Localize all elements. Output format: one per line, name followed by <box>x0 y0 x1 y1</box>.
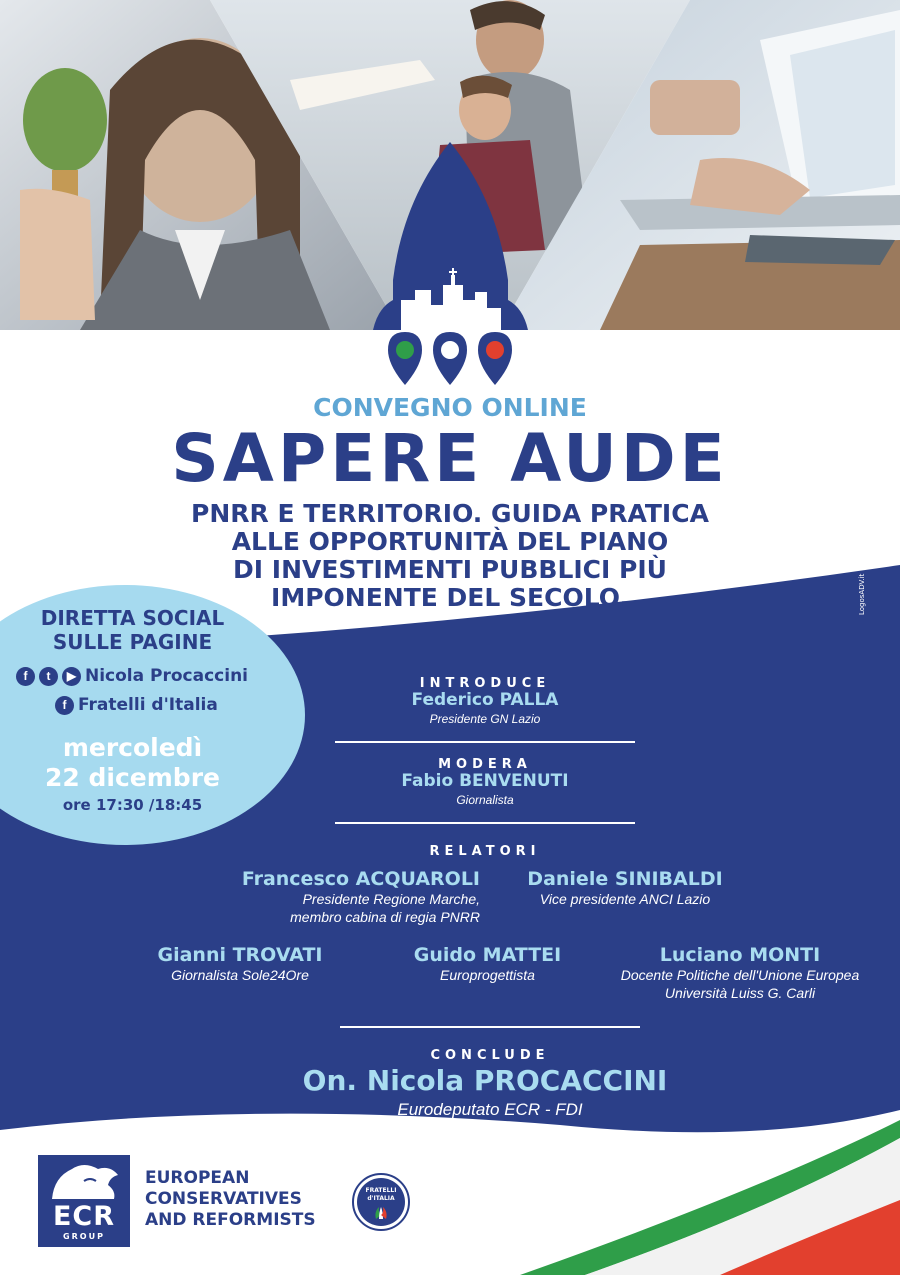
design-credit: LogosADV.it <box>858 573 866 615</box>
live-heading-line: SULLE PAGINE <box>52 630 213 654</box>
modera-role: Giornalista <box>456 793 514 807</box>
social-page-name[interactable]: Fratelli d'Italia <box>78 695 218 715</box>
map-pin-icon <box>433 332 467 385</box>
speaker-role: Giornalista Sole24Ore <box>171 967 309 983</box>
social-pages-row-1 <box>16 666 276 686</box>
ecr-letters: ECR <box>52 1201 116 1232</box>
ecr-wordmark-line: EUROPEAN <box>145 1168 250 1188</box>
introduce-role: Presidente GN Lazio <box>429 712 541 726</box>
flame-icon <box>374 1206 388 1220</box>
speaker-role: Docente Politiche dell'Unione Europea <box>620 967 860 983</box>
event-title: SAPERE AUDE <box>171 420 729 497</box>
ecr-wordmark-line: CONSERVATIVES <box>145 1189 302 1209</box>
event-date <box>0 733 265 793</box>
speaker <box>140 868 480 926</box>
fdi-logo-line: FRATELLI <box>365 1187 397 1194</box>
live-heading <box>0 606 265 654</box>
speaker-name: Guido MATTEI <box>413 944 562 966</box>
speaker-name: Francesco ACQUAROLI <box>241 868 480 890</box>
ecr-logo <box>38 1155 130 1247</box>
social-pages-row-2 <box>55 695 275 715</box>
subtitle-line: ALLE OPPORTUNITÀ DEL PIANO <box>231 527 669 556</box>
speaker <box>590 944 890 1002</box>
map-pin-icon <box>478 332 512 385</box>
fdi-logo <box>352 1173 410 1231</box>
speaker-role: Presidente Regione Marche, <box>302 891 480 907</box>
twitter-icon[interactable]: t <box>39 667 58 686</box>
rocket-logo <box>363 140 538 390</box>
speaker-name: Daniele SINIBALDI <box>527 868 723 890</box>
event-type: CONVEGNO ONLINE <box>313 393 587 422</box>
modera-name: Fabio BENVENUTI <box>401 771 569 791</box>
speaker <box>490 868 760 908</box>
speaker-role: Vice presidente ANCI Lazio <box>539 891 711 907</box>
lion-icon <box>38 1155 130 1205</box>
subtitle-line: PNRR E TERRITORIO. GUIDA PRATICA <box>191 499 709 528</box>
divider <box>340 1026 640 1028</box>
youtube-icon[interactable]: ▶ <box>62 667 81 686</box>
social-page-name[interactable]: Nicola Procaccini <box>85 666 249 686</box>
event-day: mercoledì <box>62 733 203 762</box>
conclude-label: CONCLUDE <box>430 1048 550 1063</box>
conclude-role: Eurodeputato ECR - FDI <box>397 1100 583 1119</box>
facebook-icon[interactable]: f <box>16 667 35 686</box>
modera-label: MODERA <box>438 757 532 772</box>
introduce-label: INTRODUCE <box>419 676 551 691</box>
speaker-role: Università Luiss G. Carli <box>664 985 816 1001</box>
ecr-group: GROUP <box>63 1232 105 1241</box>
speaker-name: Luciano MONTI <box>659 944 821 966</box>
speaker-role: membro cabina di regia PNRR <box>290 909 480 925</box>
speaker <box>370 944 605 984</box>
fdi-logo-line: d'ITALIA <box>367 1195 395 1202</box>
facebook-icon[interactable]: f <box>55 696 74 715</box>
ecr-wordmark <box>145 1168 345 1231</box>
divider <box>335 741 635 743</box>
speaker-role: Europrogettista <box>440 967 535 983</box>
ecr-wordmark-line: AND REFORMISTS <box>145 1210 316 1230</box>
speaker-name: Gianni TROVATI <box>157 944 323 966</box>
introduce-name: Federico PALLA <box>411 690 559 710</box>
divider <box>335 822 635 824</box>
speaker <box>120 944 360 984</box>
conclude-name: On. Nicola PROCACCINI <box>302 1064 668 1097</box>
event-date-text: 22 dicembre <box>45 763 220 792</box>
map-pin-icon <box>388 332 422 385</box>
live-heading-line: DIRETTA SOCIAL <box>40 606 225 630</box>
event-time: ore 17:30 /18:45 <box>62 796 203 814</box>
subtitle-line: DI INVESTIMENTI PUBBLICI PIÙ <box>233 555 667 584</box>
subtitle-line: IMPONENTE DEL SECOLO. <box>271 583 629 612</box>
relatori-label: RELATORI <box>429 844 541 859</box>
fdi-logo-text <box>354 1187 408 1203</box>
